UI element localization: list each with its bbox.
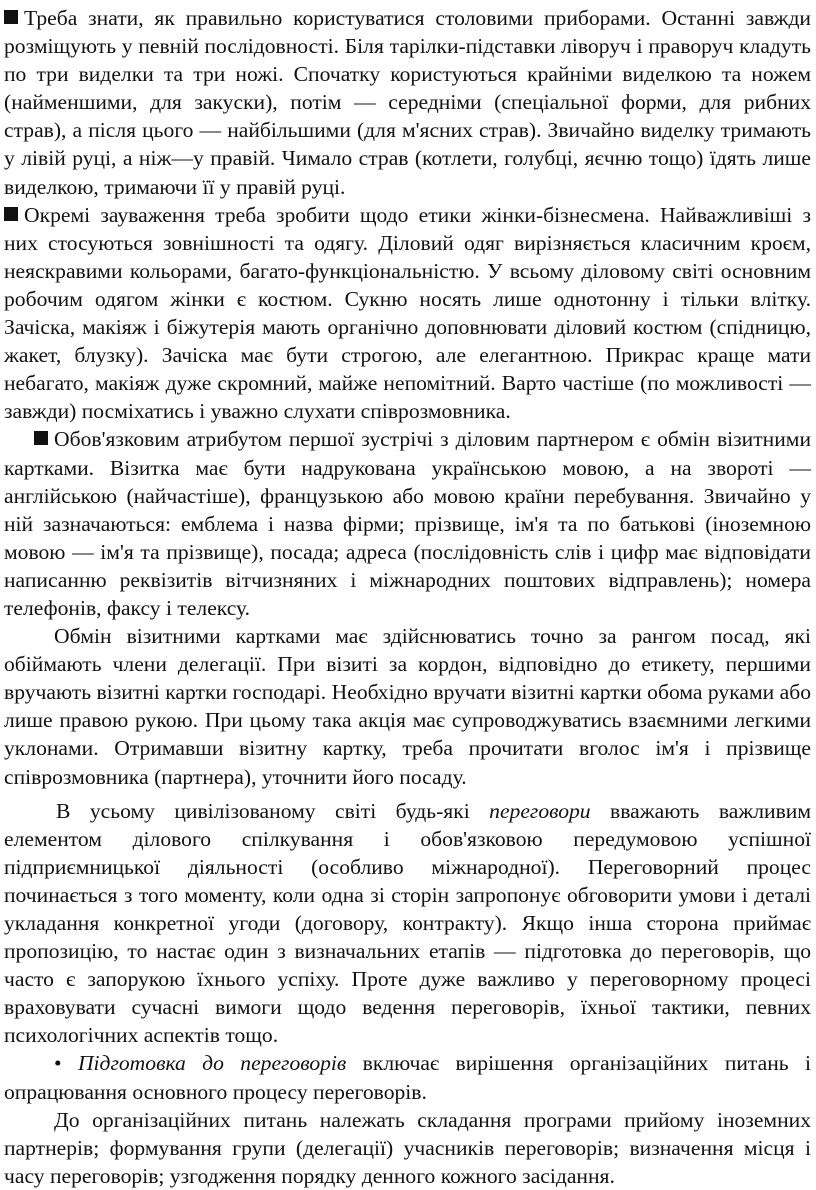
paragraph-table-etiquette [4,4,811,201]
paragraph-negotiation-preparation [4,1049,811,1105]
paragraph-text: Обов'язковим атрибутом першої зустрічі з діловим партнером є обмін візитними картками. Візитка має бути надрукована українською мовою, а на звороті — англійською (найчастіше), французькою або мовою країни перебування. Звичайно у ній зазначаються: емблема і назва фірми; прізвище, ім'я та по батькові (іноземною мовою — ім'я та прізвище), посада; адреса (послідовність слів і цифр має відповідати написанню реквізитів вітчизняних і міжнародних поштових відправлень); номера телефонів, факсу і телексу. [4,427,811,620]
paragraph-businesswoman-ethics [4,201,811,426]
paragraph-text: До організаційних питань належать складання програми прийому іноземних партнерів; формування групи (делегації) учасників переговорів; визначення місця і часу переговорів; узгодження порядку денного кожного засідання. [4,1107,811,1188]
square-bullet-icon [4,207,18,221]
paragraph-text-end: вважають важливим елементом ділового спілкування і обов'язковою передумовою успішної підприємницької діяльності (особливо міжнародної). Переговорний процес починається з того моменту, коли одна зі сторін запропонує обговорити умови і деталі укладання конкретної угоди (договору, контракту). Якщо інша сторона приймає пропозицію, то настає один з визначальних етапів — підготовка до переговорів, що часто є запорукою їхнього успіху. Проте дуже важливо у переговорному процесі враховувати сучасні вимоги щодо ведення переговорів, їхньої тактики, певних психологічних аспектів тощо. [4,798,811,1048]
paragraph-text: включає вирішення організаційних питань і опрацювання основного процесу переговорів. [4,1051,811,1104]
paragraph-text-start: В усьому цивілізованому світі будь-які [56,798,490,823]
emphasized-term: Підготовка до переговорів [77,1051,347,1076]
paragraph-negotiations [4,797,811,1050]
paragraph-text: Окремі зауваження треба зробити щодо етики жінки-бізнесмена. Найважливіші з них стосуються зовнішності та одягу. Діловий одяг вирізняється класичним кроєм, неяскравими кольорами, багато-функціональністю. У всьому діловому світі основним робочим одягом жінки є костюм. Сукню носять лише однотонну і тільки влітку. Зачіска, макіяж і біжутерія мають органічно доповнювати діловий костюм (спідницю, жакет, блузку). Зачіска має бути строгою, але елегантною. Прикрас краще мати небагато, макіяж дуже скромний, майже непомітний. Варто частіше (по можливості — завжди) посміхатись і уважно слухати співрозмовника. [4,202,811,424]
paragraph-organizational-issues [4,1106,811,1190]
square-bullet-icon [34,431,48,445]
paragraph-business-cards [4,425,811,622]
paragraph-card-exchange [4,622,811,791]
emphasized-term: переговори [489,798,591,823]
square-bullet-icon [4,10,18,24]
paragraph-text: Обмін візитними картками має здійснюватись точно за рангом посад, які обіймають члени делегації. При візиті за кордон, відповідно до етикету, першими вручають візитні картки господарі. Необхідно вручати візитні картки обома руками або лише правою рукою. При цьому така акція має супроводжуватись взаємними легкими уклонами. Отримавши візитну картку, треба прочитати вголос ім'я і прізвище співрозмовника (партнера), уточнити його посаду. [4,624,811,789]
paragraph-text: Треба знати, як правильно користуватися столовими приборами. Останні завжди розміщують у певній послідовності. Біля тарілки-підставки ліворуч і праворуч кладуть по три виделки та три ножі. Спочатку користуються крайніми виделкою та ножем (найменшими, для закуски), потім — середніми (спеціальної форми, для рибних страв), а після цього — найбільшими (для м'ясних страв). Звичайно виделку тримають у лівій руці, а ніж—у правій. Чимало страв (котлети, голубці, яєчню тощо) їдять лише виделкою, тримаючи її у правій руці. [4,6,811,199]
round-bullet-icon: • [54,1051,62,1076]
